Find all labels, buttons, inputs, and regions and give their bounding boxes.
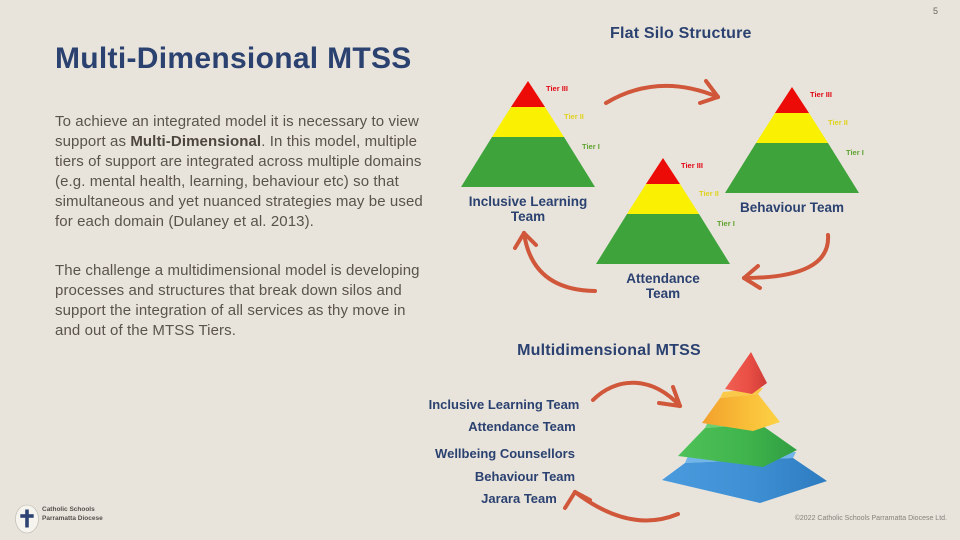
pyramid-team-label: Behaviour Team: [739, 200, 845, 215]
tier-iii-label: Tier III: [681, 161, 703, 170]
logo-text: [42, 506, 103, 523]
team-label-jarara: Jarara Team: [481, 491, 557, 506]
paragraph1-pre: To achieve an integrated model it is necessary to view support as: [55, 113, 419, 150]
paragraph1-post: . In this model, multiple tiers of support are integrated across multiple domains (e.g. mental health, learning, behaviour etc) so that simultaneous and yet nuanced strategies may be used for each domain (Dulaney et al. 2013).: [55, 133, 423, 230]
tier-ii-label: Tier II: [564, 112, 584, 121]
curved-arrow-icon: [600, 70, 725, 112]
tier-iii-label: Tier III: [810, 90, 832, 99]
flat-pyramid-behaviour: [722, 85, 862, 215]
tiered-pyramid-icon: [593, 156, 733, 266]
slide-title: Multi-Dimensional MTSS: [55, 42, 412, 75]
body-paragraph-1: [55, 112, 427, 232]
multidimensional-heading: Multidimensional MTSS: [517, 342, 701, 359]
paragraph1-bold: Multi-Dimensional: [130, 133, 262, 150]
tier-i-label: Tier I: [582, 142, 600, 151]
curved-arrow-icon: [736, 230, 836, 296]
logo-text-line2: Parramatta Diocese: [42, 514, 103, 522]
3d-layered-pyramid-icon: [650, 346, 850, 516]
tier-iii-label: Tier III: [546, 84, 568, 93]
pyramid-team-label: Inclusive Learning Team: [468, 194, 588, 225]
tiered-pyramid-icon: [722, 85, 862, 195]
team-label-inclusive-learning: Inclusive Learning Team: [428, 397, 580, 412]
tier-i-label: Tier I: [717, 219, 735, 228]
team-label-wellbeing-counsellors: Wellbeing Counsellors: [435, 446, 575, 461]
curved-arrow-icon: [514, 228, 606, 298]
tier-ii-label: Tier II: [699, 189, 719, 198]
tier-ii-label: Tier II: [828, 118, 848, 127]
team-label-behaviour: Behaviour Team: [474, 469, 576, 484]
logo-text-line1: Catholic Schools: [42, 506, 95, 513]
tiered-pyramid-icon: [458, 79, 598, 189]
pyramid-team-label: Attendance Team: [626, 271, 700, 302]
tier-i-label: Tier I: [846, 148, 864, 157]
catholic-schools-logo-icon: [14, 504, 40, 534]
page-number: 5: [933, 6, 939, 16]
flat-silo-heading: Flat Silo Structure: [610, 25, 752, 42]
flat-pyramid-inclusive-learning: [458, 79, 598, 224]
copyright-text: ©2022 Catholic Schools Parramatta Diocese Ltd.: [794, 515, 947, 522]
body-paragraph-2: The challenge a multidimensional model is developing processes and structures that break down silos and support the integration of all services as thy move in and out of the MTSS Tiers.: [55, 262, 420, 339]
flat-pyramid-attendance: [593, 156, 733, 301]
team-label-attendance: Attendance Team: [468, 419, 576, 434]
